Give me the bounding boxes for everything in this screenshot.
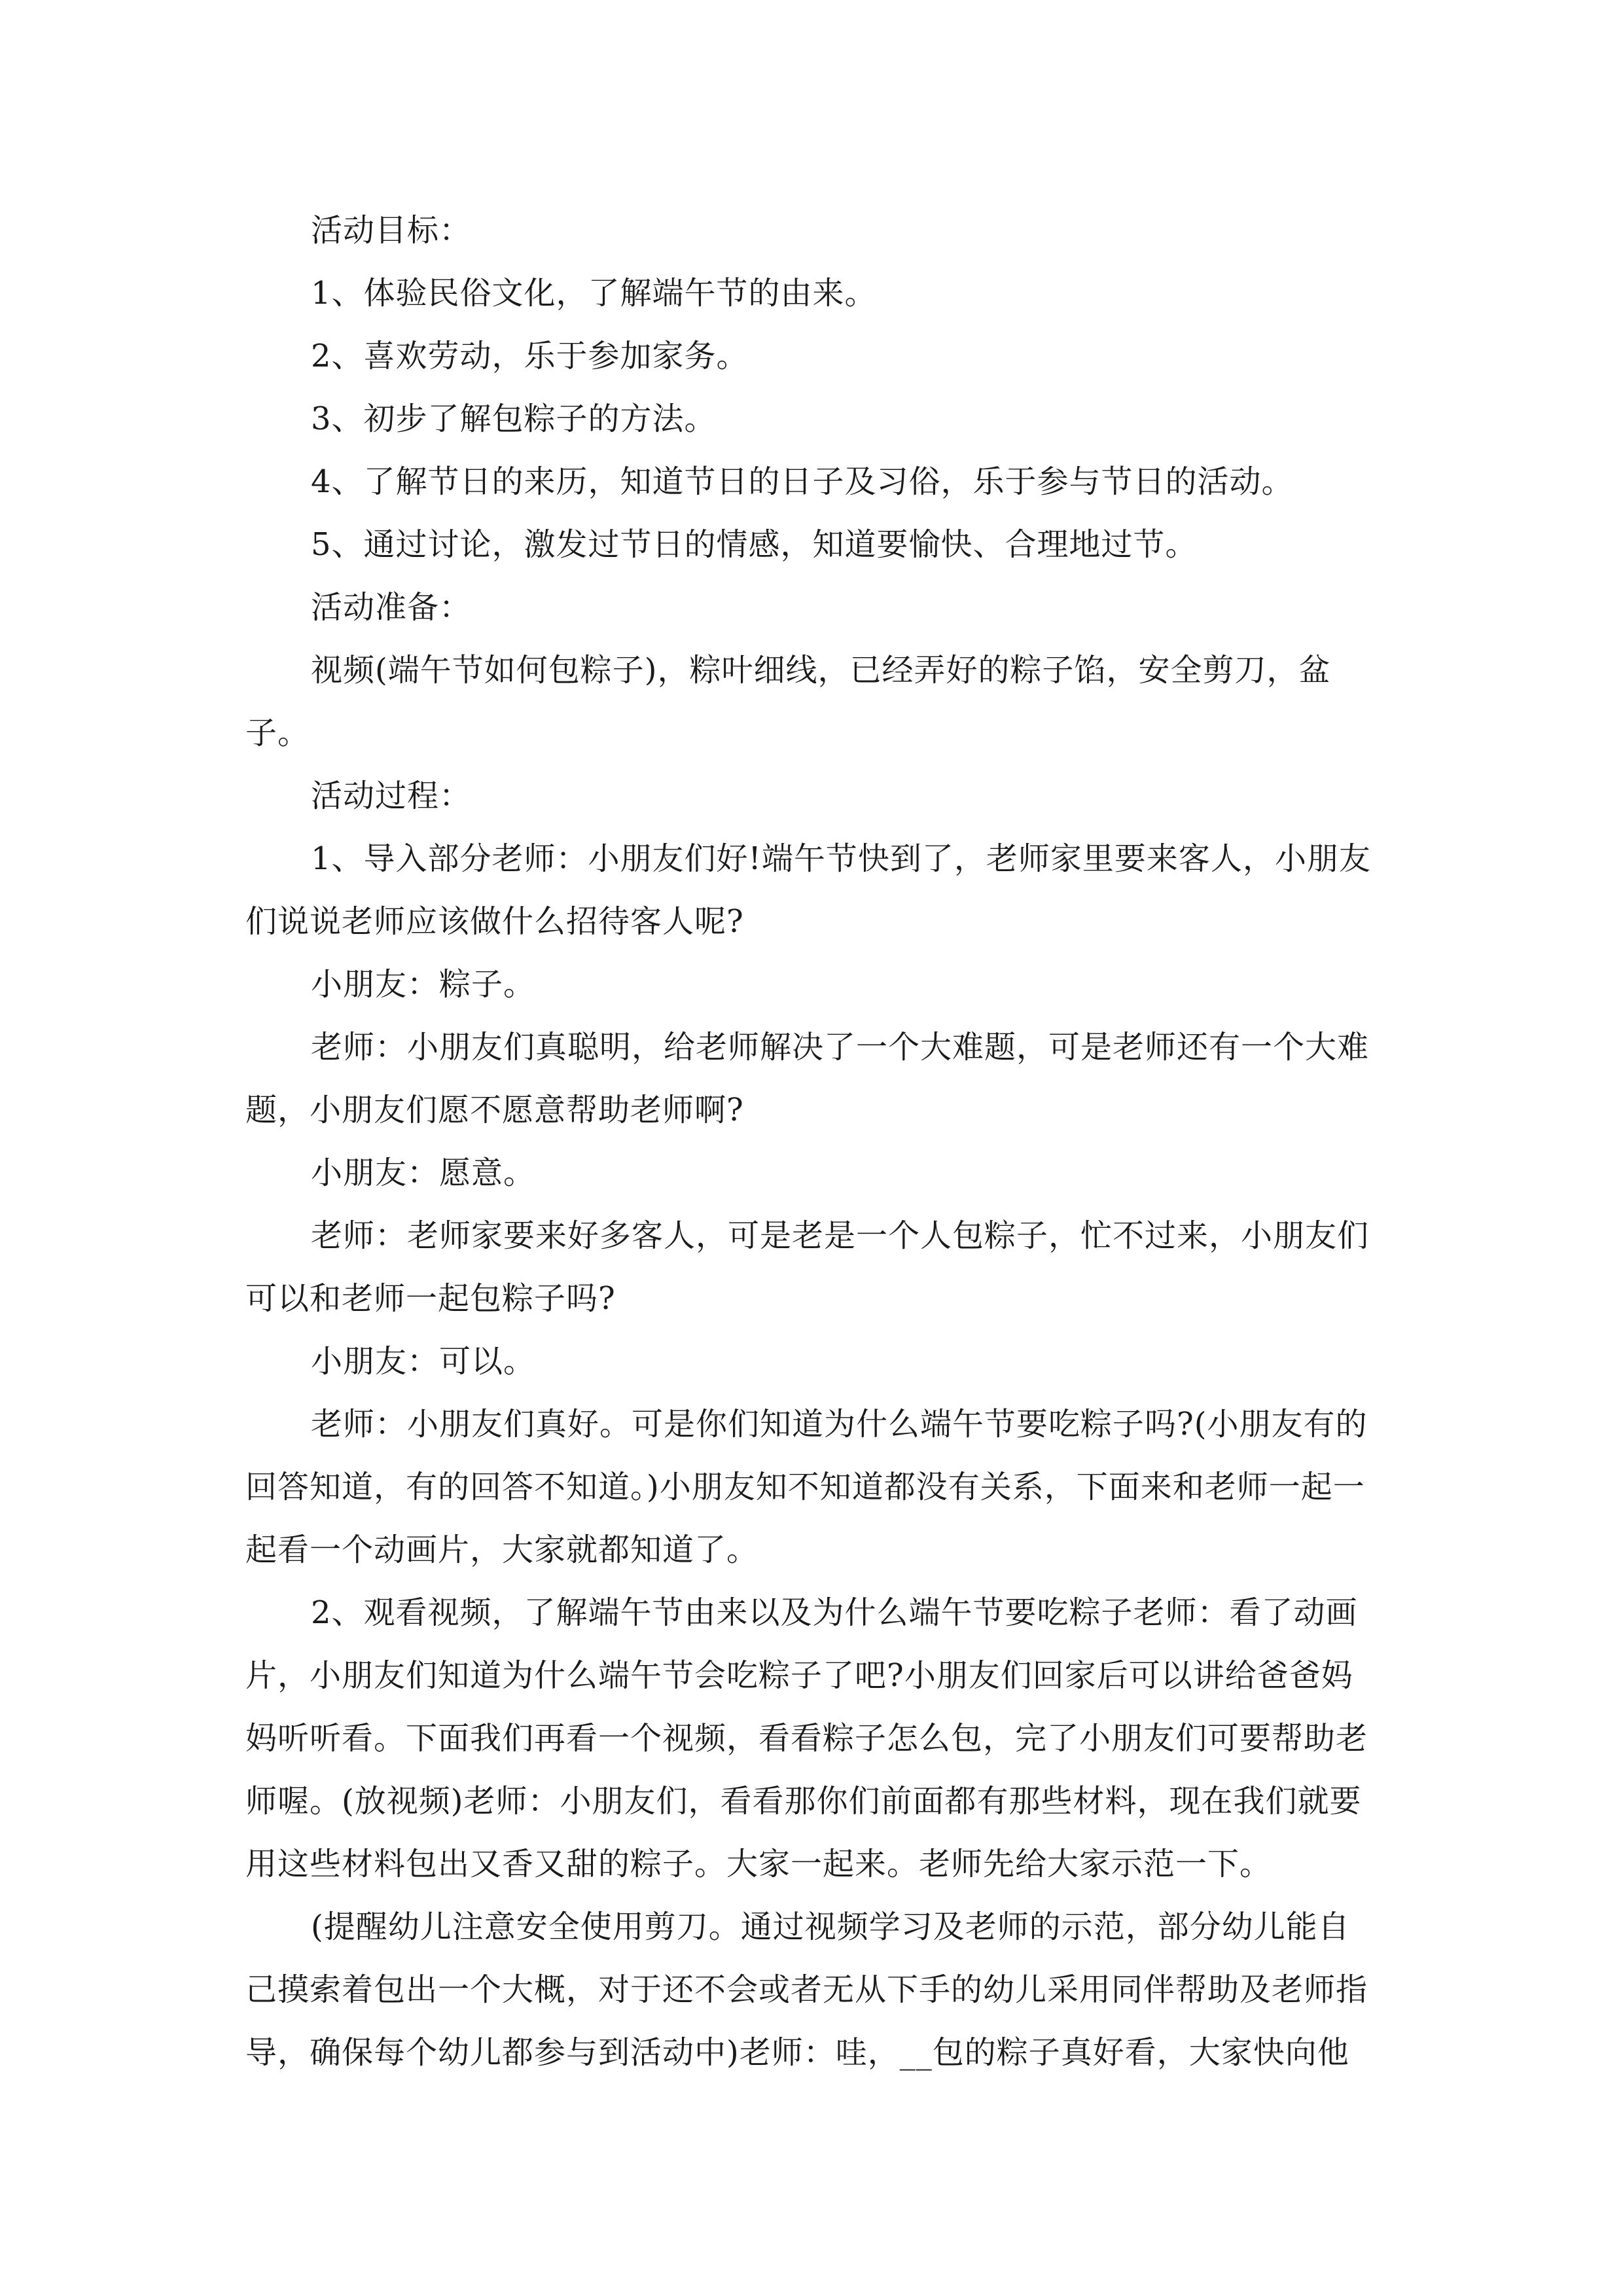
paragraph-kids-answer-2: 小朋友：愿意。	[311, 1155, 536, 1191]
paragraph-teacher-3: 老师：老师家要来好多客人，可是老是一个人包粽子，忙不过来，小朋友们可以和老师一起包粽子吗?	[245, 1217, 1370, 1317]
document-body	[245, 199, 1381, 2084]
paragraph-goal-4: 4、了解节日的来历，知道节日的日子及习俗，乐于参与节日的活动。	[311, 463, 1294, 500]
paragraph-step-1-intro: 1、导入部分老师：小朋友们好!端午节快到了，老师家里要来客人，小朋友们说说老师应该做什么招待客人呢?	[245, 840, 1371, 940]
paragraph-prep-heading: 活动准备：	[311, 589, 472, 626]
paragraph-goal-1: 1、体验民俗文化，了解端午节的由来。	[311, 275, 877, 312]
paragraph-kids-answer-3: 小朋友：可以。	[311, 1343, 536, 1380]
paragraph-kids-answer-1: 小朋友：粽子。	[311, 966, 536, 1003]
paragraph-goals-heading: 活动目标：	[311, 212, 472, 249]
paragraph-teacher-2: 老师：小朋友们真聪明，给老师解决了一个大难题，可是老师还有一个大难题，小朋友们愿不愿意帮助老师啊?	[245, 1029, 1370, 1128]
paragraph-teacher-4: 老师：小朋友们真好。可是你们知道为什么端午节要吃粽子吗?(小朋友有的回答知道，有的回答不知道。)小朋友知不知道都没有关系，下面来和老师一起一起看一个动画片，大家就都知道了。	[245, 1406, 1368, 1568]
paragraph-goal-5: 5、通过讨论，激发过节日的情感，知道要愉快、合理地过节。	[311, 526, 1198, 563]
paragraph-step-2-video: 2、观看视频，了解端午节由来以及为什么端午节要吃粽子老师：看了动画片，小朋友们知道为什么端午节会吃粽子了吧?小朋友们回家后可以讲给爸爸妈妈听听看。下面我们再看一个视频，看看粽子怎么包，完了小朋友们可要帮助老师喔。(放视频)老师：小朋友们，看看那你们前面都有那些材料，现在我们就要用这些材料包出又香又甜的粽子。大家一起来。老师先给大家示范一下。	[245, 1594, 1368, 1882]
paragraph-reminder: (提醒幼儿注意安全使用剪刀。通过视频学习及老师的示范，部分幼儿能自己摸索着包出一个大概，对于还不会或者无从下手的幼儿采用同伴帮助及老师指导，确保每个幼儿都参与到活动中)老师：哇，__包的粽子真好看，大家快向他	[245, 1909, 1368, 2071]
paragraph-prep-materials: 视频(端午节如何包粽子)，粽叶细线，已经弄好的粽子馅，安全剪刀，盆子。	[245, 652, 1331, 751]
paragraph-goal-3: 3、初步了解包粽子的方法。	[311, 401, 717, 437]
paragraph-process-heading: 活动过程：	[311, 778, 472, 814]
paragraph-goal-2: 2、喜欢劳动，乐于参加家务。	[311, 338, 749, 374]
